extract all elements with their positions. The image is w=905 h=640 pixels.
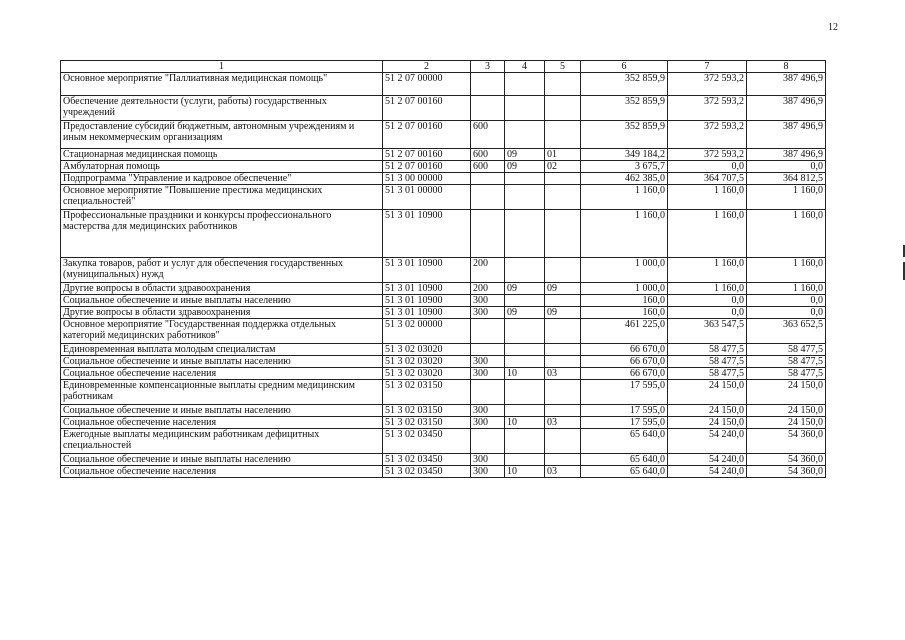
row-name-cell: Стационарная медицинская помощь xyxy=(61,149,383,161)
amount-year-2-cell: 372 593,2 xyxy=(668,121,747,149)
amount-year-2-cell: 1 160,0 xyxy=(668,210,747,258)
section-cell xyxy=(505,356,545,368)
amount-year-2-cell: 1 160,0 xyxy=(668,283,747,295)
target-code-cell: 51 3 01 10900 xyxy=(383,210,471,258)
target-code-cell: 51 3 02 03150 xyxy=(383,417,471,429)
section-cell: 09 xyxy=(505,149,545,161)
section-cell xyxy=(505,210,545,258)
amount-year-1-cell: 66 670,0 xyxy=(581,344,668,356)
row-name-cell: Социальное обеспечение и иные выплаты населению xyxy=(61,356,383,368)
row-name-cell: Социальное обеспечение населения xyxy=(61,466,383,478)
expense-type-cell: 200 xyxy=(471,283,505,295)
target-code-cell: 51 3 01 10900 xyxy=(383,283,471,295)
table-row xyxy=(61,121,826,149)
amount-year-1-cell: 3 675,7 xyxy=(581,161,668,173)
amount-year-2-cell: 58 477,5 xyxy=(668,356,747,368)
table-row xyxy=(61,344,826,356)
amount-year-3-cell: 363 652,5 xyxy=(747,319,826,344)
target-code-cell: 51 3 02 03150 xyxy=(383,405,471,417)
amount-year-2-cell: 58 477,5 xyxy=(668,368,747,380)
amount-year-1-cell: 17 595,0 xyxy=(581,405,668,417)
section-cell xyxy=(505,319,545,344)
amount-year-3-cell: 54 360,0 xyxy=(747,466,826,478)
section-cell: 10 xyxy=(505,368,545,380)
amount-year-3-cell: 1 160,0 xyxy=(747,210,826,258)
amount-year-2-cell: 0,0 xyxy=(668,295,747,307)
row-name-cell: Амбулаторная помощь xyxy=(61,161,383,173)
target-code-cell: 51 3 02 03450 xyxy=(383,429,471,454)
row-name-cell: Основное мероприятие "Повышение престижа медицинских специальностей" xyxy=(61,185,383,210)
section-cell xyxy=(505,185,545,210)
amount-year-1-cell: 352 859,9 xyxy=(581,73,668,96)
section-cell xyxy=(505,295,545,307)
target-code-cell: 51 2 07 00160 xyxy=(383,149,471,161)
subsection-cell xyxy=(545,210,581,258)
table-row xyxy=(61,96,826,121)
expense-type-cell xyxy=(471,185,505,210)
amount-year-2-cell: 0,0 xyxy=(668,307,747,319)
table-row xyxy=(61,73,826,96)
column-header: 8 xyxy=(747,61,826,73)
amount-year-2-cell: 1 160,0 xyxy=(668,258,747,283)
amount-year-3-cell: 1 160,0 xyxy=(747,283,826,295)
amount-year-1-cell: 160,0 xyxy=(581,295,668,307)
amount-year-1-cell: 1 000,0 xyxy=(581,283,668,295)
section-cell xyxy=(505,344,545,356)
expense-type-cell: 300 xyxy=(471,417,505,429)
subsection-cell xyxy=(545,173,581,185)
table-row xyxy=(61,210,826,258)
expense-type-cell: 300 xyxy=(471,295,505,307)
section-cell: 09 xyxy=(505,307,545,319)
section-cell xyxy=(505,121,545,149)
column-header: 2 xyxy=(383,61,471,73)
amount-year-2-cell: 372 593,2 xyxy=(668,149,747,161)
amount-year-1-cell: 66 670,0 xyxy=(581,368,668,380)
amount-year-3-cell: 24 150,0 xyxy=(747,405,826,417)
target-code-cell: 51 3 01 10900 xyxy=(383,295,471,307)
table-row xyxy=(61,283,826,295)
row-name-cell: Закупка товаров, работ и услуг для обеспечения государственных (муниципальных) нужд xyxy=(61,258,383,283)
section-cell xyxy=(505,96,545,121)
column-header: 3 xyxy=(471,61,505,73)
subsection-cell xyxy=(545,96,581,121)
row-name-cell: Профессиональные праздники и конкурсы профессионального мастерства для медицинских работников xyxy=(61,210,383,258)
column-header: 7 xyxy=(668,61,747,73)
amount-year-1-cell: 1 160,0 xyxy=(581,185,668,210)
subsection-cell xyxy=(545,319,581,344)
amount-year-1-cell: 65 640,0 xyxy=(581,466,668,478)
amount-year-3-cell: 0,0 xyxy=(747,161,826,173)
target-code-cell: 51 3 02 03020 xyxy=(383,368,471,380)
row-name-cell: Другие вопросы в области здравоохранения xyxy=(61,283,383,295)
target-code-cell: 51 3 02 00000 xyxy=(383,319,471,344)
target-code-cell: 51 3 02 03020 xyxy=(383,344,471,356)
amount-year-2-cell: 372 593,2 xyxy=(668,73,747,96)
table-row xyxy=(61,149,826,161)
section-cell xyxy=(505,454,545,466)
amount-year-3-cell: 58 477,5 xyxy=(747,344,826,356)
amount-year-3-cell: 1 160,0 xyxy=(747,258,826,283)
table-row xyxy=(61,466,826,478)
row-name-cell: Подпрограмма "Управление и кадровое обеспечение" xyxy=(61,173,383,185)
section-cell xyxy=(505,429,545,454)
target-code-cell: 51 3 01 00000 xyxy=(383,185,471,210)
section-cell: 10 xyxy=(505,417,545,429)
section-cell xyxy=(505,73,545,96)
amount-year-3-cell: 0,0 xyxy=(747,295,826,307)
subsection-cell xyxy=(545,454,581,466)
expense-type-cell: 300 xyxy=(471,307,505,319)
amount-year-1-cell: 65 640,0 xyxy=(581,429,668,454)
subsection-cell: 03 xyxy=(545,466,581,478)
subsection-cell xyxy=(545,121,581,149)
target-code-cell: 51 3 01 10900 xyxy=(383,258,471,283)
amount-year-3-cell: 54 360,0 xyxy=(747,454,826,466)
subsection-cell xyxy=(545,73,581,96)
section-cell: 09 xyxy=(505,161,545,173)
amount-year-1-cell: 66 670,0 xyxy=(581,356,668,368)
table-row xyxy=(61,185,826,210)
amount-year-3-cell: 387 496,9 xyxy=(747,73,826,96)
target-code-cell: 51 3 02 03450 xyxy=(383,466,471,478)
amount-year-1-cell: 1 000,0 xyxy=(581,258,668,283)
table-header-row xyxy=(61,61,826,73)
section-cell: 10 xyxy=(505,466,545,478)
expense-type-cell xyxy=(471,319,505,344)
target-code-cell: 51 3 02 03450 xyxy=(383,454,471,466)
target-code-cell: 51 2 07 00160 xyxy=(383,161,471,173)
expense-type-cell: 600 xyxy=(471,121,505,149)
table-row xyxy=(61,161,826,173)
amount-year-1-cell: 352 859,9 xyxy=(581,96,668,121)
amount-year-3-cell: 0,0 xyxy=(747,307,826,319)
table-row xyxy=(61,307,826,319)
section-cell xyxy=(505,173,545,185)
row-name-cell: Социальное обеспечение и иные выплаты населению xyxy=(61,405,383,417)
amount-year-1-cell: 349 184,2 xyxy=(581,149,668,161)
table-row xyxy=(61,405,826,417)
expense-type-cell xyxy=(471,210,505,258)
amount-year-3-cell: 24 150,0 xyxy=(747,417,826,429)
expense-type-cell xyxy=(471,344,505,356)
amount-year-2-cell: 24 150,0 xyxy=(668,380,747,405)
expense-type-cell: 600 xyxy=(471,161,505,173)
amount-year-2-cell: 54 240,0 xyxy=(668,454,747,466)
amount-year-2-cell: 364 707,5 xyxy=(668,173,747,185)
amount-year-1-cell: 160,0 xyxy=(581,307,668,319)
amount-year-3-cell: 58 477,5 xyxy=(747,368,826,380)
column-header: 4 xyxy=(505,61,545,73)
table-row xyxy=(61,319,826,344)
subsection-cell xyxy=(545,185,581,210)
table-row xyxy=(61,173,826,185)
table-row xyxy=(61,356,826,368)
amount-year-2-cell: 363 547,5 xyxy=(668,319,747,344)
row-name-cell: Социальное обеспечение и иные выплаты населению xyxy=(61,295,383,307)
subsection-cell: 02 xyxy=(545,161,581,173)
amount-year-3-cell: 58 477,5 xyxy=(747,356,826,368)
expense-type-cell: 600 xyxy=(471,149,505,161)
table-row xyxy=(61,454,826,466)
row-name-cell: Основное мероприятие "Паллиативная медицинская помощь" xyxy=(61,73,383,96)
row-name-cell: Обеспечение деятельности (услуги, работы) государственных учреждений xyxy=(61,96,383,121)
amount-year-1-cell: 1 160,0 xyxy=(581,210,668,258)
table-row xyxy=(61,368,826,380)
subsection-cell xyxy=(545,380,581,405)
column-header: 1 xyxy=(61,61,383,73)
amount-year-2-cell: 372 593,2 xyxy=(668,96,747,121)
amount-year-2-cell: 58 477,5 xyxy=(668,344,747,356)
amount-year-3-cell: 387 496,9 xyxy=(747,96,826,121)
subsection-cell xyxy=(545,356,581,368)
section-cell xyxy=(505,258,545,283)
expense-type-cell: 300 xyxy=(471,405,505,417)
amount-year-3-cell: 387 496,9 xyxy=(747,149,826,161)
subsection-cell xyxy=(545,344,581,356)
amount-year-2-cell: 0,0 xyxy=(668,161,747,173)
expense-type-cell: 300 xyxy=(471,368,505,380)
subsection-cell: 09 xyxy=(545,307,581,319)
subsection-cell xyxy=(545,429,581,454)
row-name-cell: Другие вопросы в области здравоохранения xyxy=(61,307,383,319)
amount-year-1-cell: 65 640,0 xyxy=(581,454,668,466)
table-row xyxy=(61,429,826,454)
amount-year-2-cell: 24 150,0 xyxy=(668,405,747,417)
amount-year-1-cell: 461 225,0 xyxy=(581,319,668,344)
row-name-cell: Социальное обеспечение населения xyxy=(61,368,383,380)
subsection-cell: 03 xyxy=(545,368,581,380)
subsection-cell: 09 xyxy=(545,283,581,295)
amount-year-2-cell: 54 240,0 xyxy=(668,466,747,478)
target-code-cell: 51 3 02 03020 xyxy=(383,356,471,368)
expense-type-cell xyxy=(471,429,505,454)
expense-type-cell xyxy=(471,96,505,121)
amount-year-3-cell: 1 160,0 xyxy=(747,185,826,210)
target-code-cell: 51 3 02 03150 xyxy=(383,380,471,405)
subsection-cell xyxy=(545,405,581,417)
table-row xyxy=(61,258,826,283)
budget-table xyxy=(60,60,826,478)
amount-year-3-cell: 387 496,9 xyxy=(747,121,826,149)
row-name-cell: Социальное обеспечение и иные выплаты населению xyxy=(61,454,383,466)
row-name-cell: Социальное обеспечение населения xyxy=(61,417,383,429)
expense-type-cell xyxy=(471,173,505,185)
section-cell xyxy=(505,380,545,405)
row-name-cell: Основное мероприятие "Государственная поддержка отдельных категорий медицинских работников" xyxy=(61,319,383,344)
amount-year-1-cell: 17 595,0 xyxy=(581,380,668,405)
row-name-cell: Ежегодные выплаты медицинским работникам дефицитных специальностей xyxy=(61,429,383,454)
expense-type-cell: 300 xyxy=(471,356,505,368)
amount-year-2-cell: 54 240,0 xyxy=(668,429,747,454)
expense-type-cell: 200 xyxy=(471,258,505,283)
expense-type-cell xyxy=(471,380,505,405)
section-cell: 09 xyxy=(505,283,545,295)
target-code-cell: 51 2 07 00160 xyxy=(383,121,471,149)
subsection-cell xyxy=(545,258,581,283)
target-code-cell: 51 3 00 00000 xyxy=(383,173,471,185)
target-code-cell: 51 2 07 00000 xyxy=(383,73,471,96)
row-name-cell: Единовременные компенсационные выплаты средним медицинским работникам xyxy=(61,380,383,405)
amount-year-3-cell: 54 360,0 xyxy=(747,429,826,454)
subsection-cell: 01 xyxy=(545,149,581,161)
table-row xyxy=(61,295,826,307)
subsection-cell: 03 xyxy=(545,417,581,429)
column-header: 6 xyxy=(581,61,668,73)
column-header: 5 xyxy=(545,61,581,73)
amount-year-3-cell: 24 150,0 xyxy=(747,380,826,405)
row-name-cell: Единовременная выплата молодым специалистам xyxy=(61,344,383,356)
amount-year-1-cell: 462 385,0 xyxy=(581,173,668,185)
section-cell xyxy=(505,405,545,417)
expense-type-cell: 300 xyxy=(471,466,505,478)
expense-type-cell xyxy=(471,73,505,96)
subsection-cell xyxy=(545,295,581,307)
amount-year-1-cell: 352 859,9 xyxy=(581,121,668,149)
table-row xyxy=(61,417,826,429)
amount-year-1-cell: 17 595,0 xyxy=(581,417,668,429)
page-number: 12 xyxy=(828,22,838,33)
amount-year-2-cell: 1 160,0 xyxy=(668,185,747,210)
amount-year-2-cell: 24 150,0 xyxy=(668,417,747,429)
amount-year-3-cell: 364 812,5 xyxy=(747,173,826,185)
target-code-cell: 51 2 07 00160 xyxy=(383,96,471,121)
table-row xyxy=(61,380,826,405)
expense-type-cell: 300 xyxy=(471,454,505,466)
row-name-cell: Предоставление субсидий бюджетным, автономным учреждениям и иным некоммерческим организациям xyxy=(61,121,383,149)
target-code-cell: 51 3 01 10900 xyxy=(383,307,471,319)
